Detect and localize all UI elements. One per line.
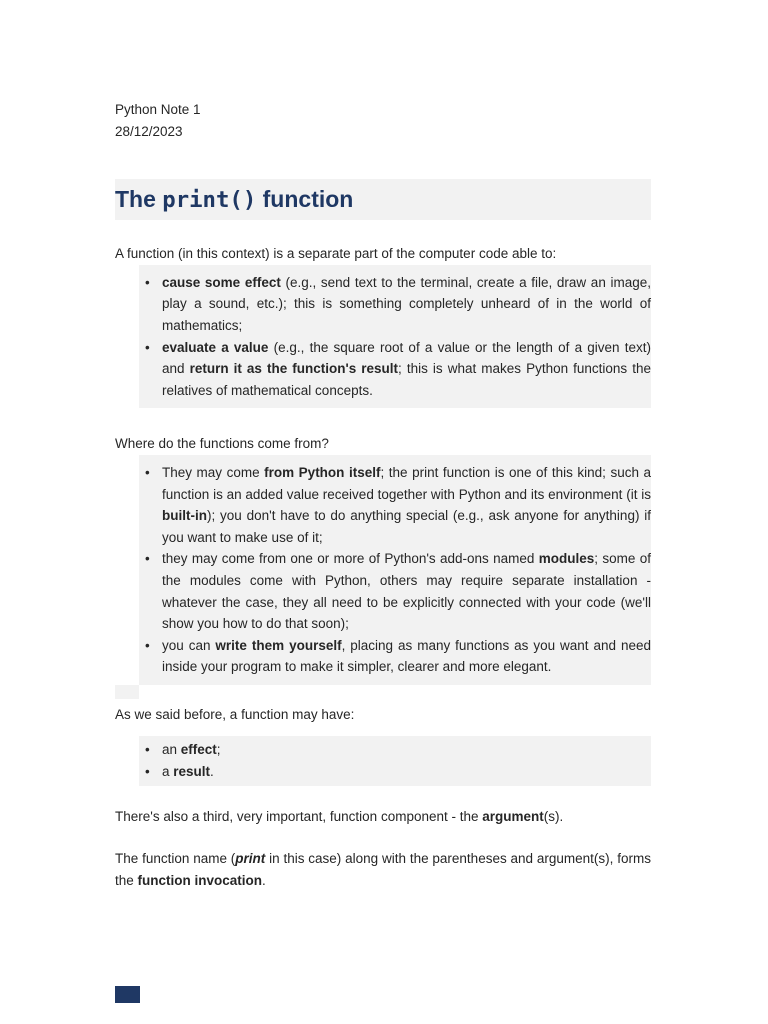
bullet-icon: • bbox=[145, 339, 150, 355]
doc-title: Python Note 1 bbox=[115, 102, 201, 117]
bullet-icon: • bbox=[145, 464, 150, 480]
where-functions-paragraph: Where do the functions come from? bbox=[115, 436, 329, 452]
intro-paragraph: A function (in this context) is a separate part of the computer code able to: bbox=[115, 246, 557, 262]
effect-result-list bbox=[139, 736, 651, 785]
bullet-icon: • bbox=[145, 551, 150, 567]
next-section-fragment bbox=[115, 986, 140, 1003]
function-sources-list bbox=[139, 455, 651, 685]
bullet-icon: • bbox=[145, 637, 150, 653]
invocation-paragraph: The function name (print in this case) along with the parentheses and argument(s), forms the function invocation. bbox=[115, 851, 651, 888]
doc-meta bbox=[115, 99, 651, 142]
bullet-icon: • bbox=[145, 764, 150, 780]
section-heading: The print() function bbox=[115, 179, 651, 220]
list-item: • evaluate a value (e.g., the square root of a value or the length of a given text) and return it as the function's result; this is what makes Python functions the relatives of mathematical concepts. bbox=[139, 337, 651, 402]
doc-date: 28/12/2023 bbox=[115, 123, 183, 139]
list-item: • cause some effect (e.g., send text to the terminal, create a file, draw an image, play a sound, etc.); this is something completely unheard of in the world of mathematics; bbox=[139, 272, 651, 337]
list-item: • an effect; bbox=[139, 739, 651, 761]
function-may-have-paragraph: As we said before, a function may have: bbox=[115, 706, 355, 722]
list-item: • They may come from Python itself; the print function is one of this kind; such a function is an added value received together with Python and its environment (it is built-in); you don't have to do anything special (e.g., ask anyone for anything) if you want to make use of it; bbox=[139, 462, 651, 548]
argument-paragraph: There's also a third, very important, function component - the argument(s). bbox=[115, 808, 564, 824]
highlight-fragment bbox=[115, 685, 139, 699]
function-abilities-list bbox=[139, 265, 651, 409]
list-item: • a result. bbox=[139, 761, 651, 783]
list-item: • they may come from one or more of Python's add-ons named modules; some of the modules come with Python, others may require separate installation - whatever the case, they all need to be explicitly connected with your code (we'll show you how to do that soon); bbox=[139, 548, 651, 634]
list-item: • you can write them yourself, placing as many functions as you want and need inside your program to make it simpler, clearer and more elegant. bbox=[139, 635, 651, 678]
bullet-icon: • bbox=[145, 742, 150, 758]
bullet-icon: • bbox=[145, 274, 150, 290]
